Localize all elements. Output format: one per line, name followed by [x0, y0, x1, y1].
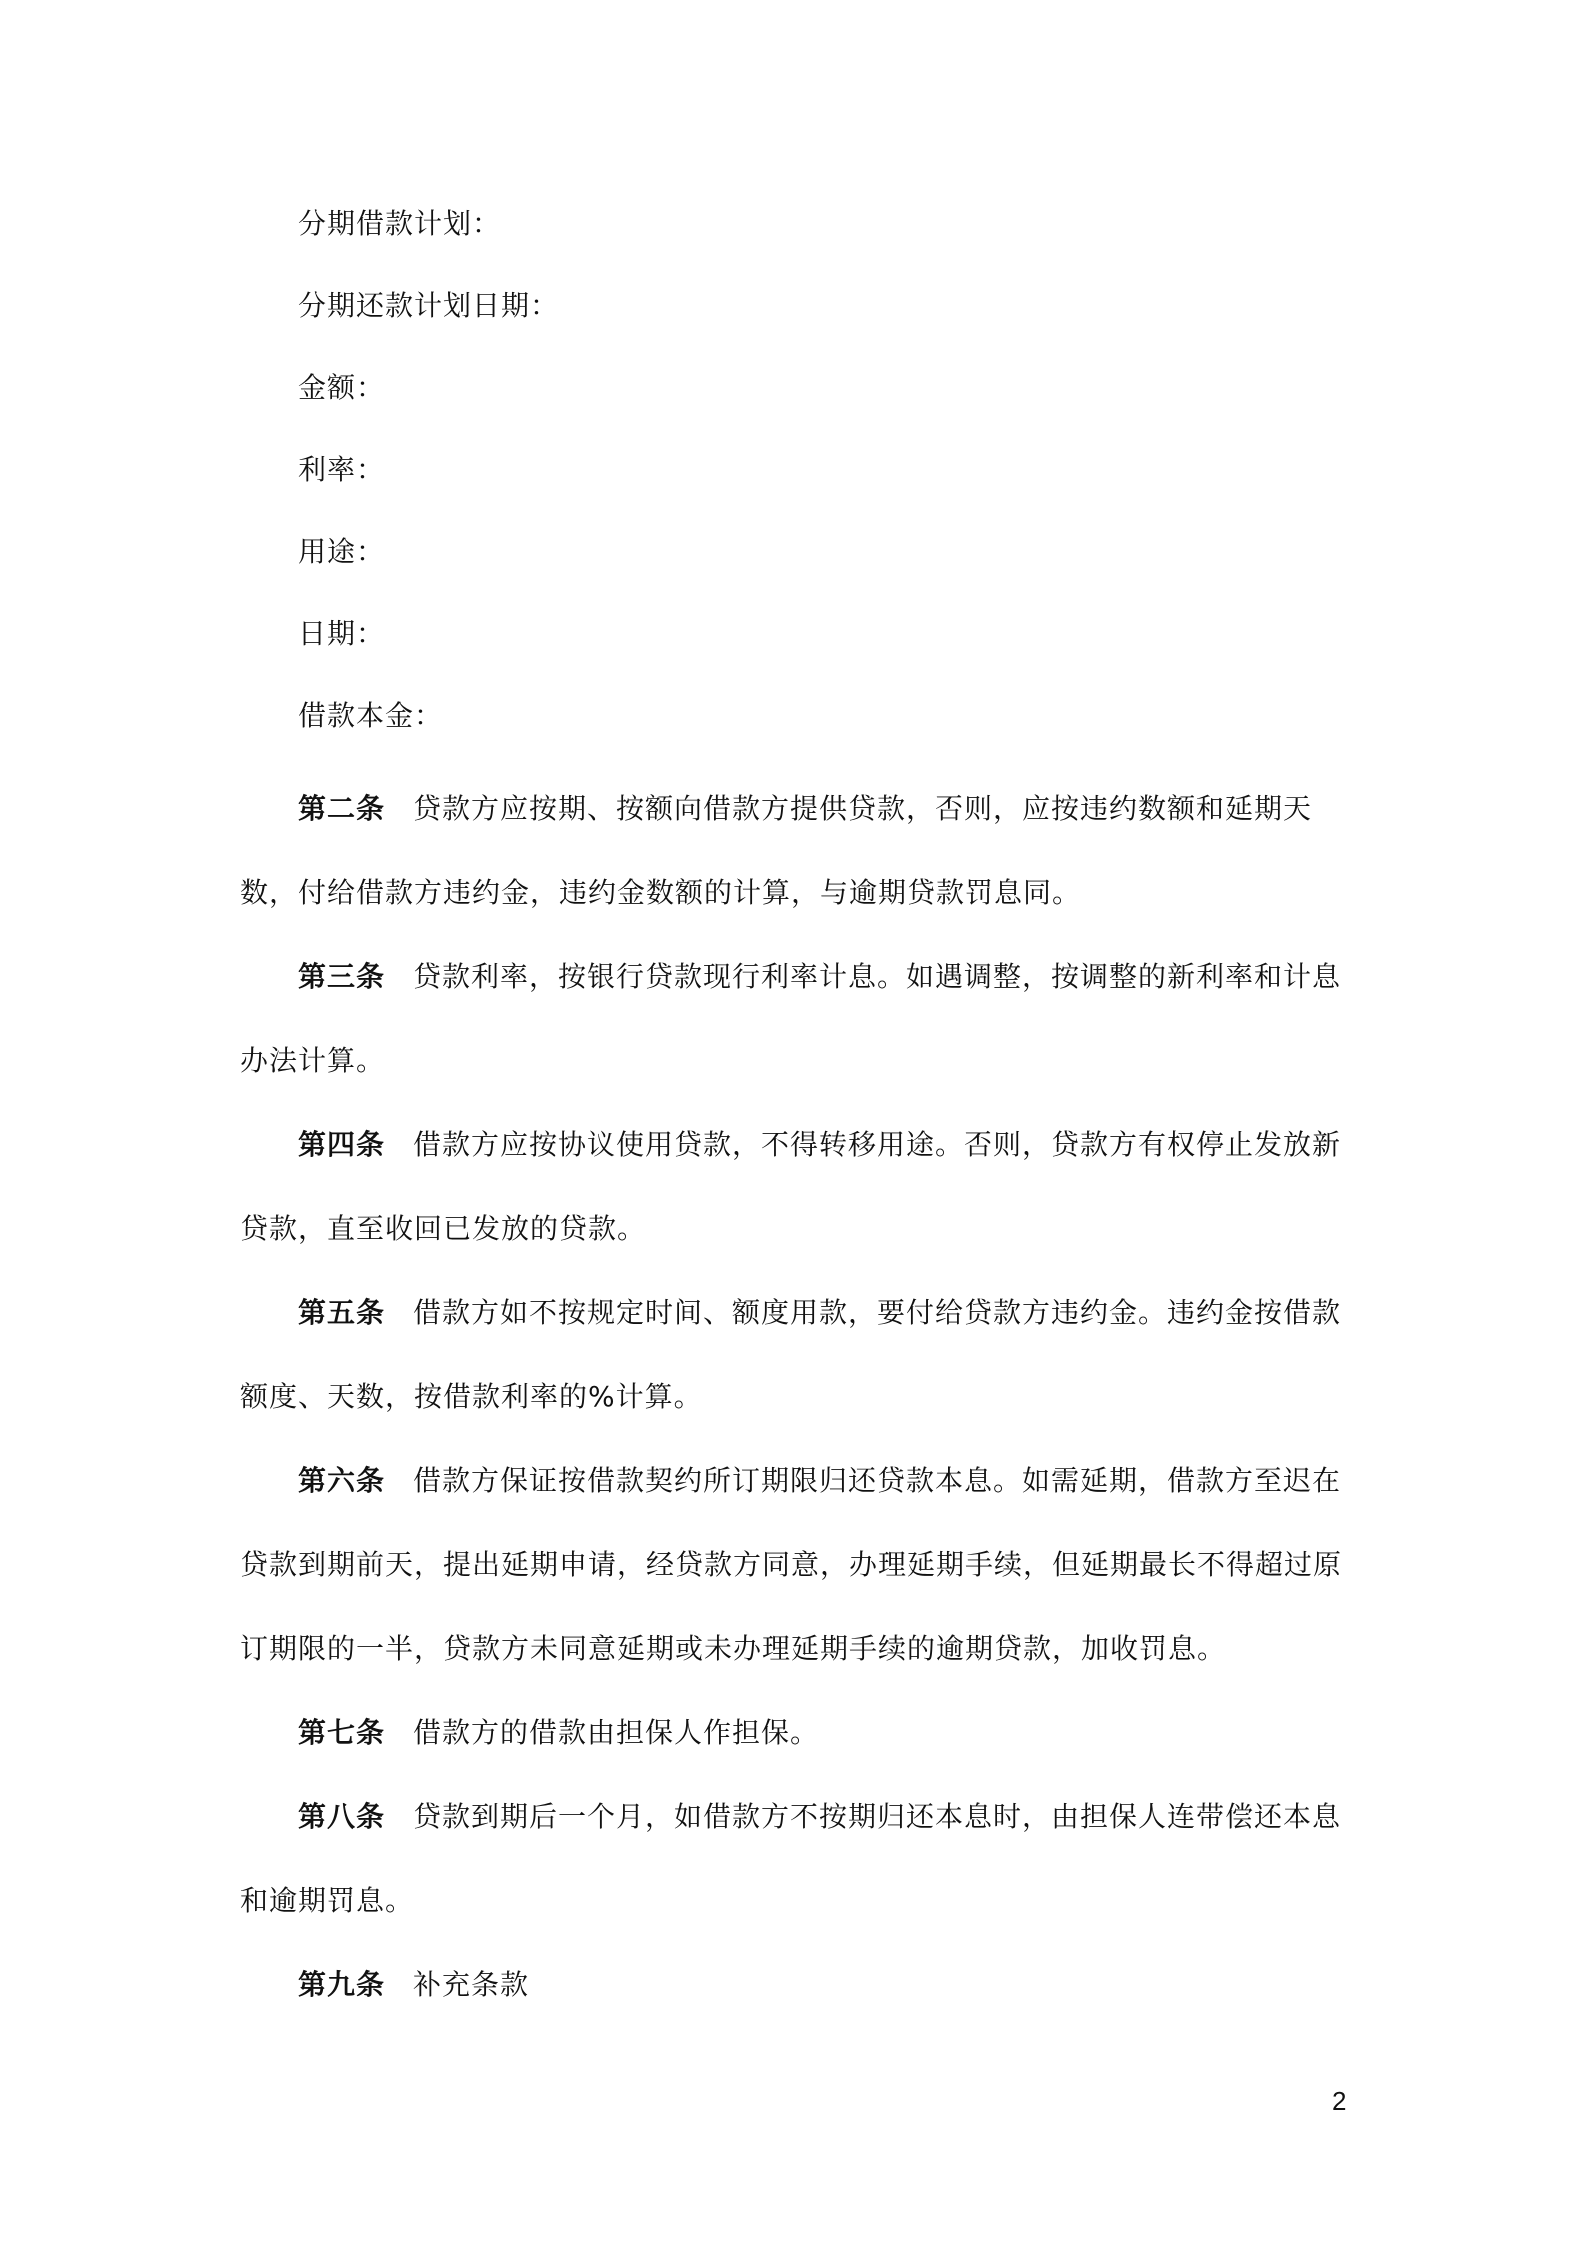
article-number: 第五条 [298, 1296, 386, 1329]
article-number: 第二条 [298, 792, 386, 825]
article-text: 借款方应按协议使用贷款，不得转移用途。否则，贷款方有权停止发放新贷款，直至收回已发放的贷款。 [240, 1128, 1342, 1245]
article-2 [240, 767, 1355, 935]
article-text: 贷款利率，按银行贷款现行利率计息。如遇调整，按调整的新利率和计息办法计算。 [240, 960, 1342, 1077]
loan-principal-field: 借款本金： [298, 699, 444, 732]
page-number: 2 [1332, 2086, 1347, 2116]
article-text: 借款方如不按规定时间、额度用款，要付给贷款方违约金。违约金按借款额度、天数，按借款利率的%计算。 [240, 1296, 1342, 1413]
date-field: 日期： [298, 617, 386, 650]
article-text: 借款方保证按借款契约所订期限归还贷款本息。如需延期，借款方至迟在贷款到期前天，提出延期申请，经贷款方同意，办理延期手续，但延期最长不得超过原订期限的一半，贷款方未同意延期或未办理延期手续的逾期贷款，加收罚息。 [240, 1464, 1343, 1665]
article-number: 第四条 [298, 1128, 386, 1161]
article-4 [240, 1103, 1355, 1271]
article-text: 补充条款 [413, 1968, 530, 2001]
article-text: 借款方的借款由担保人作担保。 [413, 1716, 820, 1749]
installment-repayment-date-field: 分期还款计划日期： [298, 289, 560, 322]
article-number: 第八条 [298, 1800, 386, 1833]
article-number: 第三条 [298, 960, 386, 993]
article-number: 第九条 [298, 1968, 386, 2001]
purpose-field: 用途： [298, 535, 386, 568]
article-text: 贷款到期后一个月，如借款方不按期归还本息时，由担保人连带偿还本息和逾期罚息。 [240, 1800, 1342, 1917]
article-8 [240, 1775, 1355, 1943]
article-9 [240, 1943, 1355, 2027]
article-number: 第七条 [298, 1716, 386, 1749]
amount-field: 金额： [298, 371, 386, 404]
article-text: 贷款方应按期、按额向借款方提供贷款，否则，应按违约数额和延期天数，付给借款方违约金，违约金数额的计算，与逾期贷款罚息同。 [240, 792, 1313, 909]
articles-block [240, 767, 1355, 2027]
article-7 [240, 1691, 1355, 1775]
article-6 [240, 1439, 1355, 1691]
article-5 [240, 1271, 1355, 1439]
article-3 [240, 935, 1355, 1103]
article-number: 第六条 [298, 1464, 386, 1497]
installment-loan-plan-field: 分期借款计划： [298, 207, 502, 240]
interest-rate-field: 利率： [298, 453, 386, 486]
